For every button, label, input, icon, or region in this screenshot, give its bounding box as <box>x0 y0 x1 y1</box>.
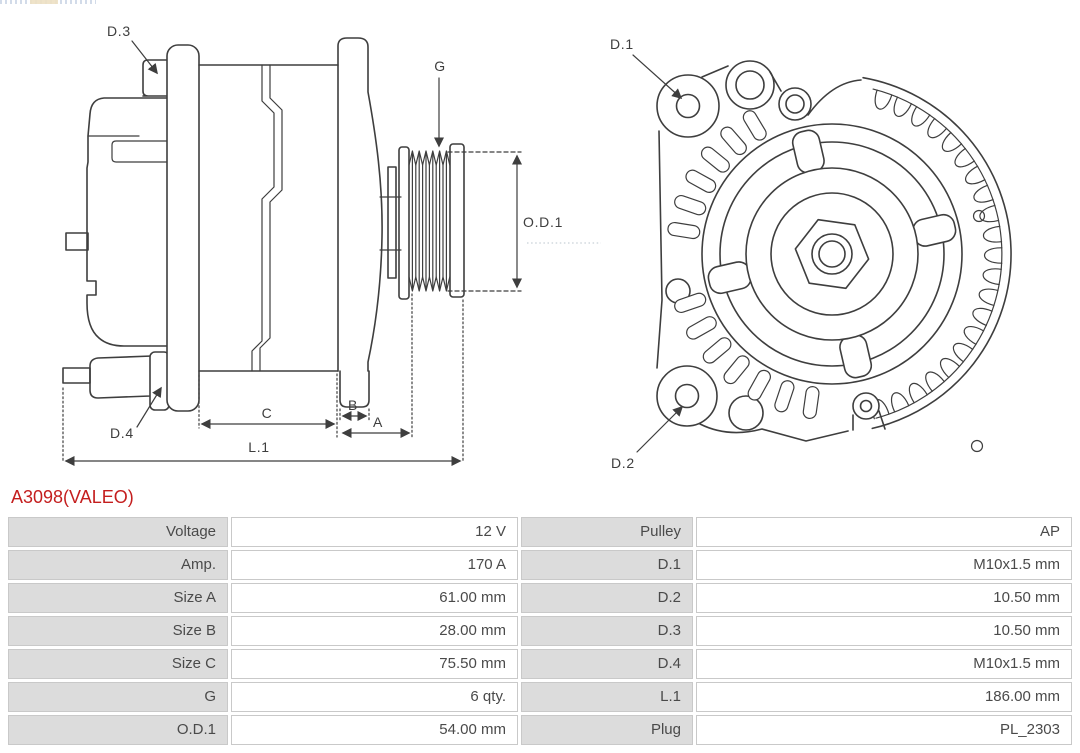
dim-label-d4: D.4 <box>110 425 134 441</box>
d1-hole <box>677 95 700 118</box>
d1-leader-arrow <box>633 55 681 98</box>
spec-label-cell: Size C <box>8 649 228 679</box>
dim-label-d2: D.2 <box>611 455 635 471</box>
dim-label-a: A <box>372 414 384 430</box>
dim-label-b: B <box>347 397 359 413</box>
d3-leader-arrow <box>132 41 157 73</box>
pulley <box>399 144 464 299</box>
front-bracket <box>338 38 382 371</box>
spec-label-cell: D.1 <box>521 550 693 580</box>
dim-label-l1: L.1 <box>248 439 270 455</box>
spec-value-cell: 28.00 mm <box>231 616 518 646</box>
spec-label-cell: O.D.1 <box>8 715 228 745</box>
spec-value-cell: 10.50 mm <box>696 583 1072 613</box>
dim-label-d3: D.3 <box>107 23 131 39</box>
spec-label-cell: Voltage <box>8 517 228 547</box>
dim-label-g: G <box>434 58 446 74</box>
dim-label-c: C <box>261 405 273 421</box>
part-number-title: A3098(VALEO) <box>11 487 134 507</box>
spec-table <box>8 517 1072 745</box>
side-view-drawing <box>63 23 601 461</box>
dim-label-od1: O.D.1 <box>523 214 564 230</box>
spec-value-cell: M10x1.5 mm <box>696 649 1072 679</box>
d2-leader-arrow <box>637 407 682 452</box>
spec-value-cell: 170 A <box>231 550 518 580</box>
spec-value-cell: 61.00 mm <box>231 583 518 613</box>
spec-label-cell: D.4 <box>521 649 693 679</box>
spec-value-cell: 75.50 mm <box>231 649 518 679</box>
spec-value-cell: AP <box>696 517 1072 547</box>
d2-hole <box>676 385 699 408</box>
d3-ear <box>143 60 167 96</box>
shaft <box>388 167 396 278</box>
spec-label-cell: Size A <box>8 583 228 613</box>
spec-label-cell: L.1 <box>521 682 693 712</box>
spec-label-cell: Amp. <box>8 550 228 580</box>
spec-label-cell: Plug <box>521 715 693 745</box>
rear-bracket <box>167 45 199 411</box>
dim-label-d1: D.1 <box>610 36 634 52</box>
threaded-stud-bottom <box>63 368 90 383</box>
spec-label-cell: Pulley <box>521 517 693 547</box>
spec-label-cell: D.2 <box>521 583 693 613</box>
spec-value-cell: 54.00 mm <box>231 715 518 745</box>
spec-value-cell: 10.50 mm <box>696 616 1072 646</box>
spec-value-cell: M10x1.5 mm <box>696 550 1072 580</box>
spec-value-cell: 6 qty. <box>231 682 518 712</box>
spec-label-cell: Size B <box>8 616 228 646</box>
spec-value-cell: PL_2303 <box>696 715 1072 745</box>
front-view-drawing <box>610 36 1011 471</box>
spec-value-cell: 12 V <box>231 517 518 547</box>
spec-value-cell: 186.00 mm <box>696 682 1072 712</box>
threaded-stud-top <box>66 233 88 250</box>
spec-label-cell: D.3 <box>521 616 693 646</box>
spec-label-cell: G <box>8 682 228 712</box>
